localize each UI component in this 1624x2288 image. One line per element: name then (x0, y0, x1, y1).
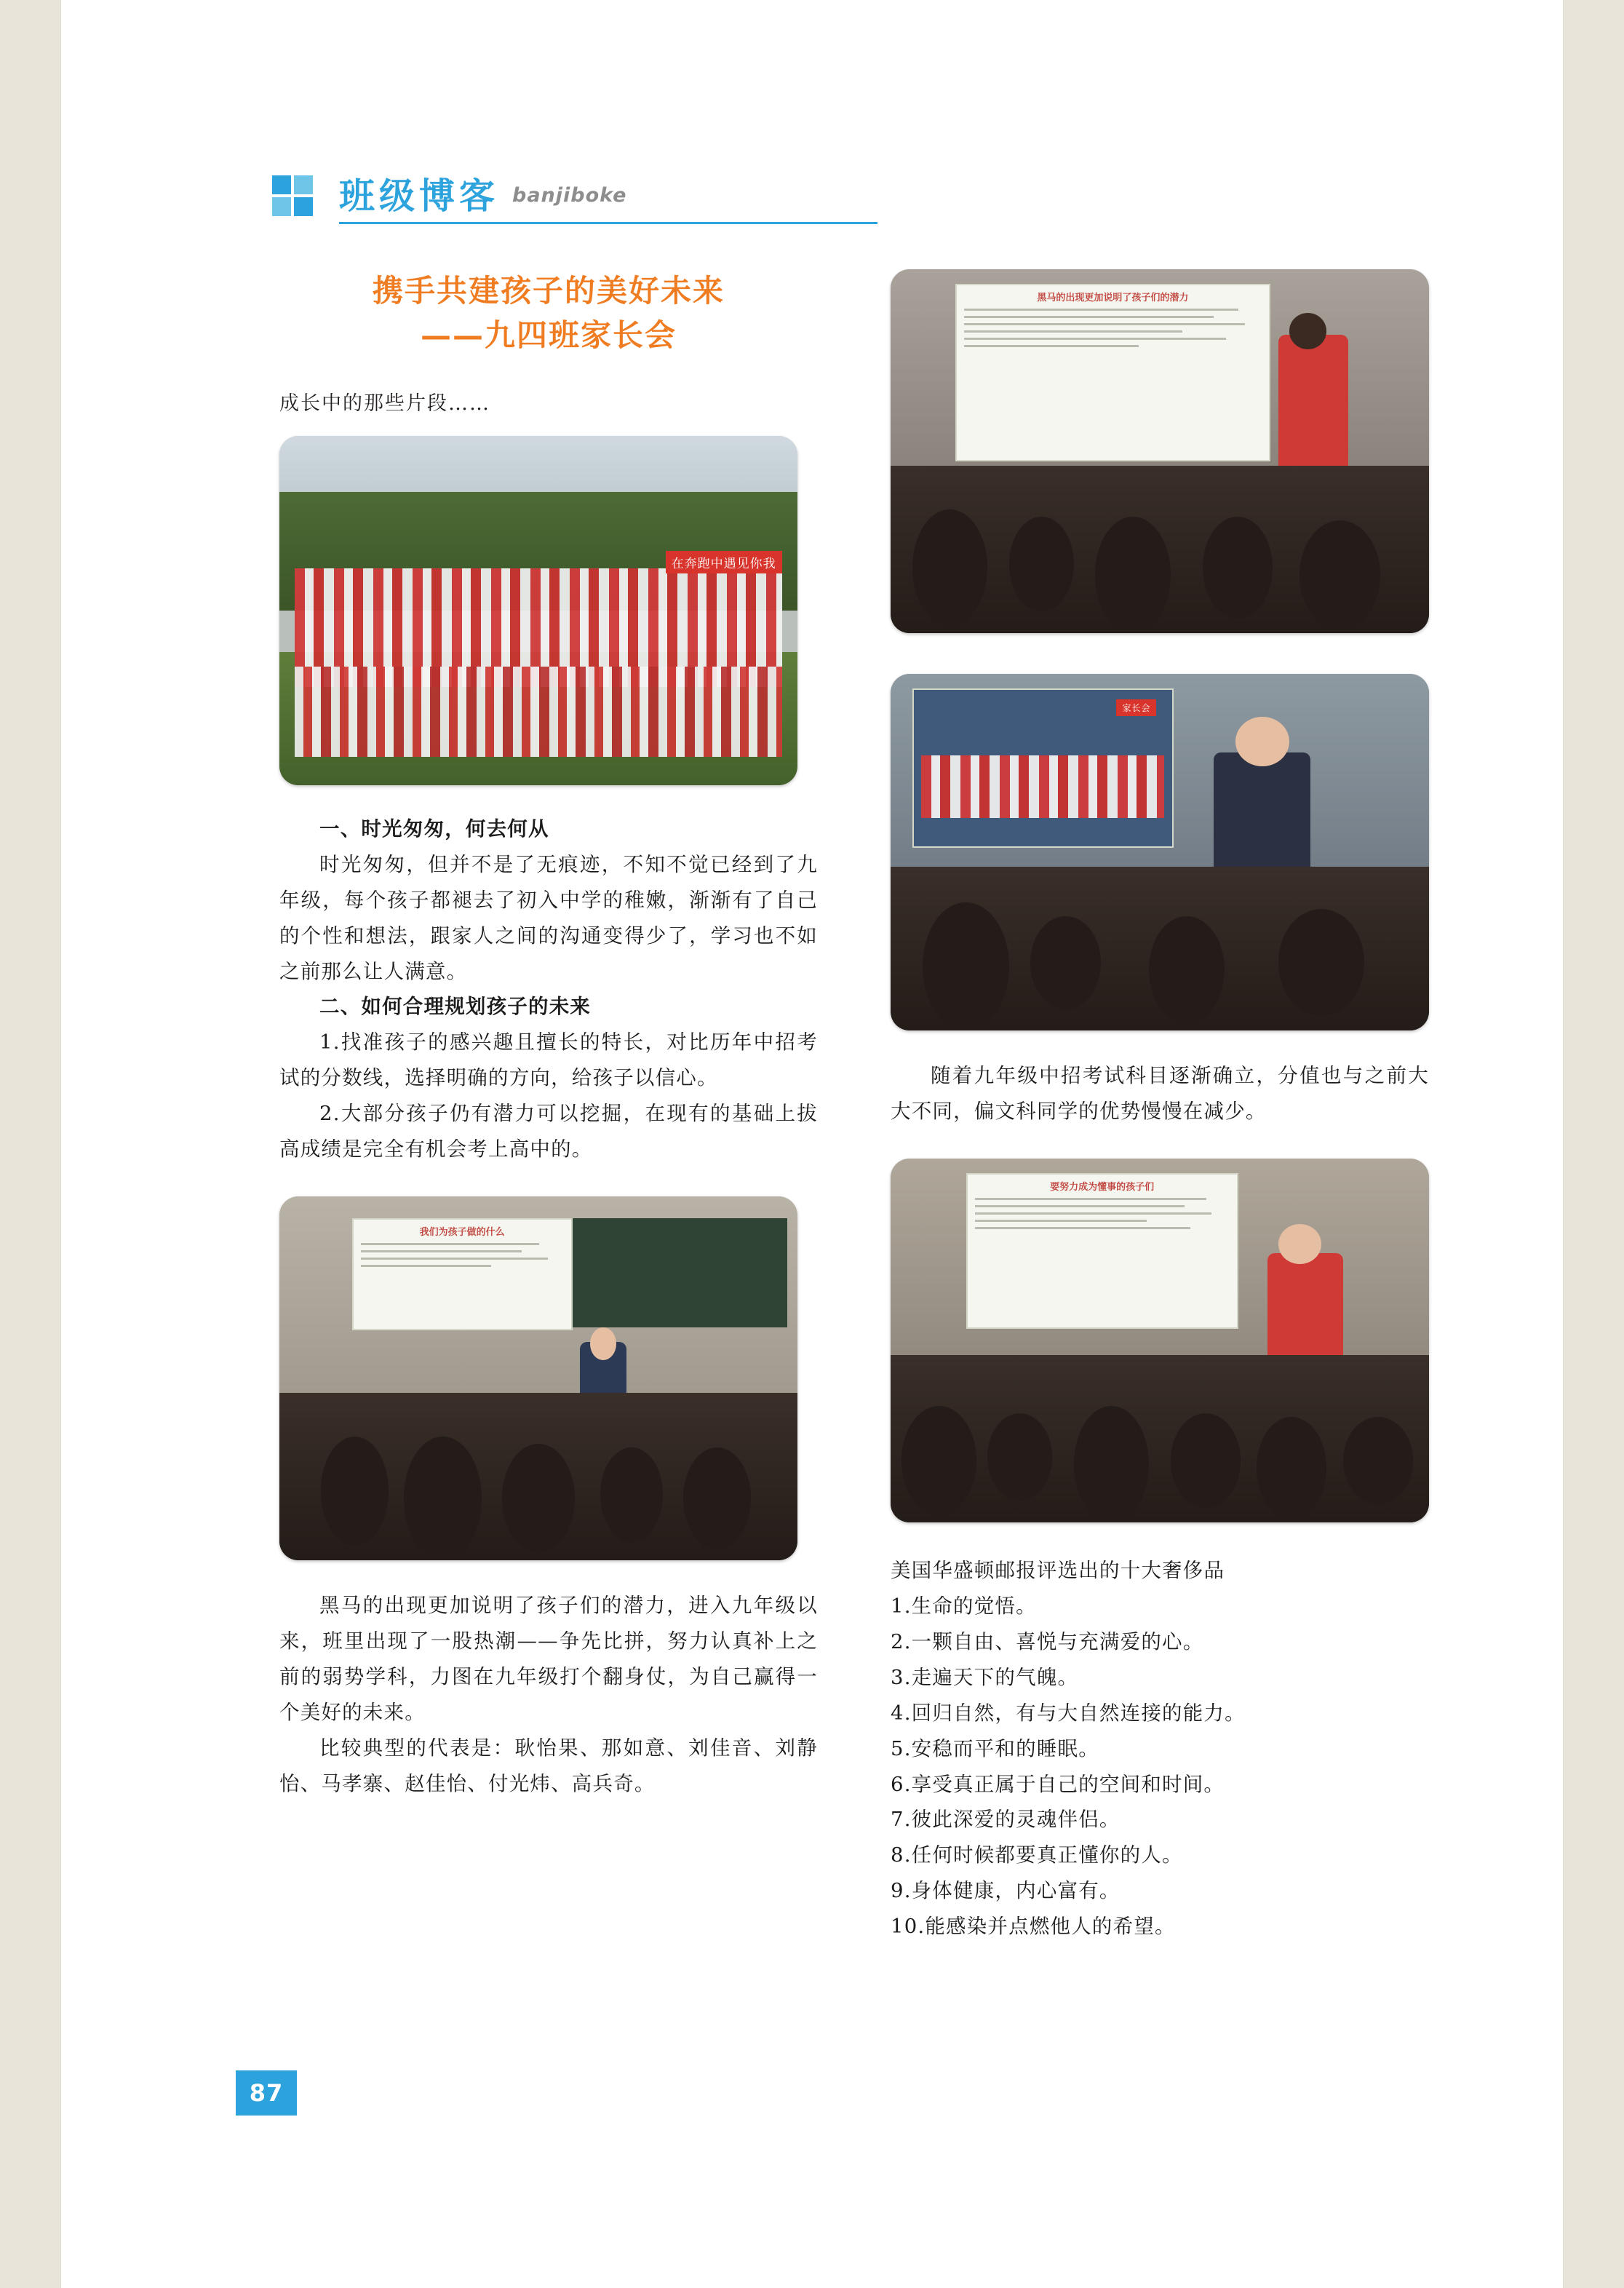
slide-title-3: 要努力成为懂事的孩子们 (1050, 1181, 1155, 1193)
right-middle-text (891, 1058, 1429, 1129)
photo-student-speaking (891, 1159, 1429, 1522)
section-2-item-1: 1.找准孩子的感兴趣且擅长的特长，对比历年中招考试的分数线，选择明确的方向，给孩子以信心。 (279, 1030, 818, 1090)
section-1-body: 时光匆匆，但并不是了无痕迹，不知不觉已经到了九年级，每个孩子都褪去了初入中学的稚嫩，渐渐有了自己的个性和想法，跟家人之间的沟通变得少了，学习也不如之前那么让人满意。 (279, 852, 818, 983)
list-item: 1.生命的觉悟。 (891, 1594, 1037, 1618)
page-canvas (61, 0, 1563, 2288)
section-2-item-2: 2.大部分孩子仍有潜力可以挖掘，在现有的基础上拔高成绩是完全有机会考上高中的。 (279, 1102, 818, 1161)
photo-male-teacher-speaking: 家长会 (891, 674, 1429, 1030)
page-number: 87 (236, 2070, 297, 2116)
list-item: 4.回归自然，有与大自然连接的能力。 (891, 1701, 1246, 1725)
lead-text: 成长中的那些片段…… (279, 392, 490, 415)
list-item: 3.走遍天下的气魄。 (891, 1665, 1079, 1689)
masthead (272, 164, 876, 229)
photo-class-group (279, 436, 797, 785)
right-column (891, 269, 1429, 1945)
photo-banner-caption: 在奔跑中遇见你我 (666, 551, 782, 573)
slide-title-1: 黑马的出现更加说明了孩子们的潜力 (1037, 293, 1189, 303)
headline-line-1: 携手共建孩子的美好未来 (372, 273, 725, 309)
para-names: 比较典型的代表是：耿怡果、那如意、刘佳音、刘静怡、马孝寨、赵佳怡、付光炜、高兵奇。 (279, 1736, 818, 1795)
para-middle: 随着九年级中招考试科目逐渐确立，分值也与之前大大不同，偏文科同学的优势慢慢在减少。 (891, 1064, 1429, 1123)
left-column (279, 269, 818, 1802)
list-item: 5.安稳而平和的睡眠。 (891, 1736, 1099, 1760)
luxury-list-title: 美国华盛顿邮报评选出的十大奢侈品 (891, 1558, 1225, 1582)
masthead-rule (339, 222, 877, 224)
list-item: 10.能感染并点燃他人的希望。 (891, 1915, 1176, 1939)
photo-parent-meeting-left (279, 1196, 797, 1560)
article-headline (279, 269, 818, 358)
masthead-subtitle: banjiboke (512, 184, 627, 207)
list-item: 9.身体健康，内心富有。 (891, 1879, 1121, 1903)
list-item: 8.任何时候都要真正懂你的人。 (891, 1843, 1183, 1867)
list-item: 6.享受真正属于自己的空间和时间。 (891, 1772, 1225, 1796)
list-item: 7.彼此深爱的灵魂伴侣。 (891, 1808, 1121, 1832)
masthead-title: 班级博客 (339, 175, 500, 217)
section-2-title: 二、如何合理规划孩子的未来 (319, 995, 592, 1019)
section-1-title: 一、时光匆匆，何去何从 (319, 817, 549, 841)
left-closing-text (279, 1588, 818, 1802)
slide-title-left: 我们为孩子做的什么 (419, 1227, 505, 1239)
headline-line-2: ——九四班家长会 (420, 317, 677, 353)
section-1 (279, 811, 818, 1167)
para-after-photo: 黑马的出现更加说明了孩子们的潜力，进入九年级以来，班里出现了一股热潮——争先比拼，努力认真补上之前的弱势学科，力图在九年级打个翻身仗，为自己赢得一个美好的未来。 (279, 1594, 818, 1724)
list-item: 2.一颗自由、喜悦与充满爱的心。 (891, 1629, 1204, 1653)
luxury-list (891, 1553, 1429, 1945)
photo-teacher-presenting (891, 269, 1429, 633)
logo-squares-icon (272, 175, 317, 221)
